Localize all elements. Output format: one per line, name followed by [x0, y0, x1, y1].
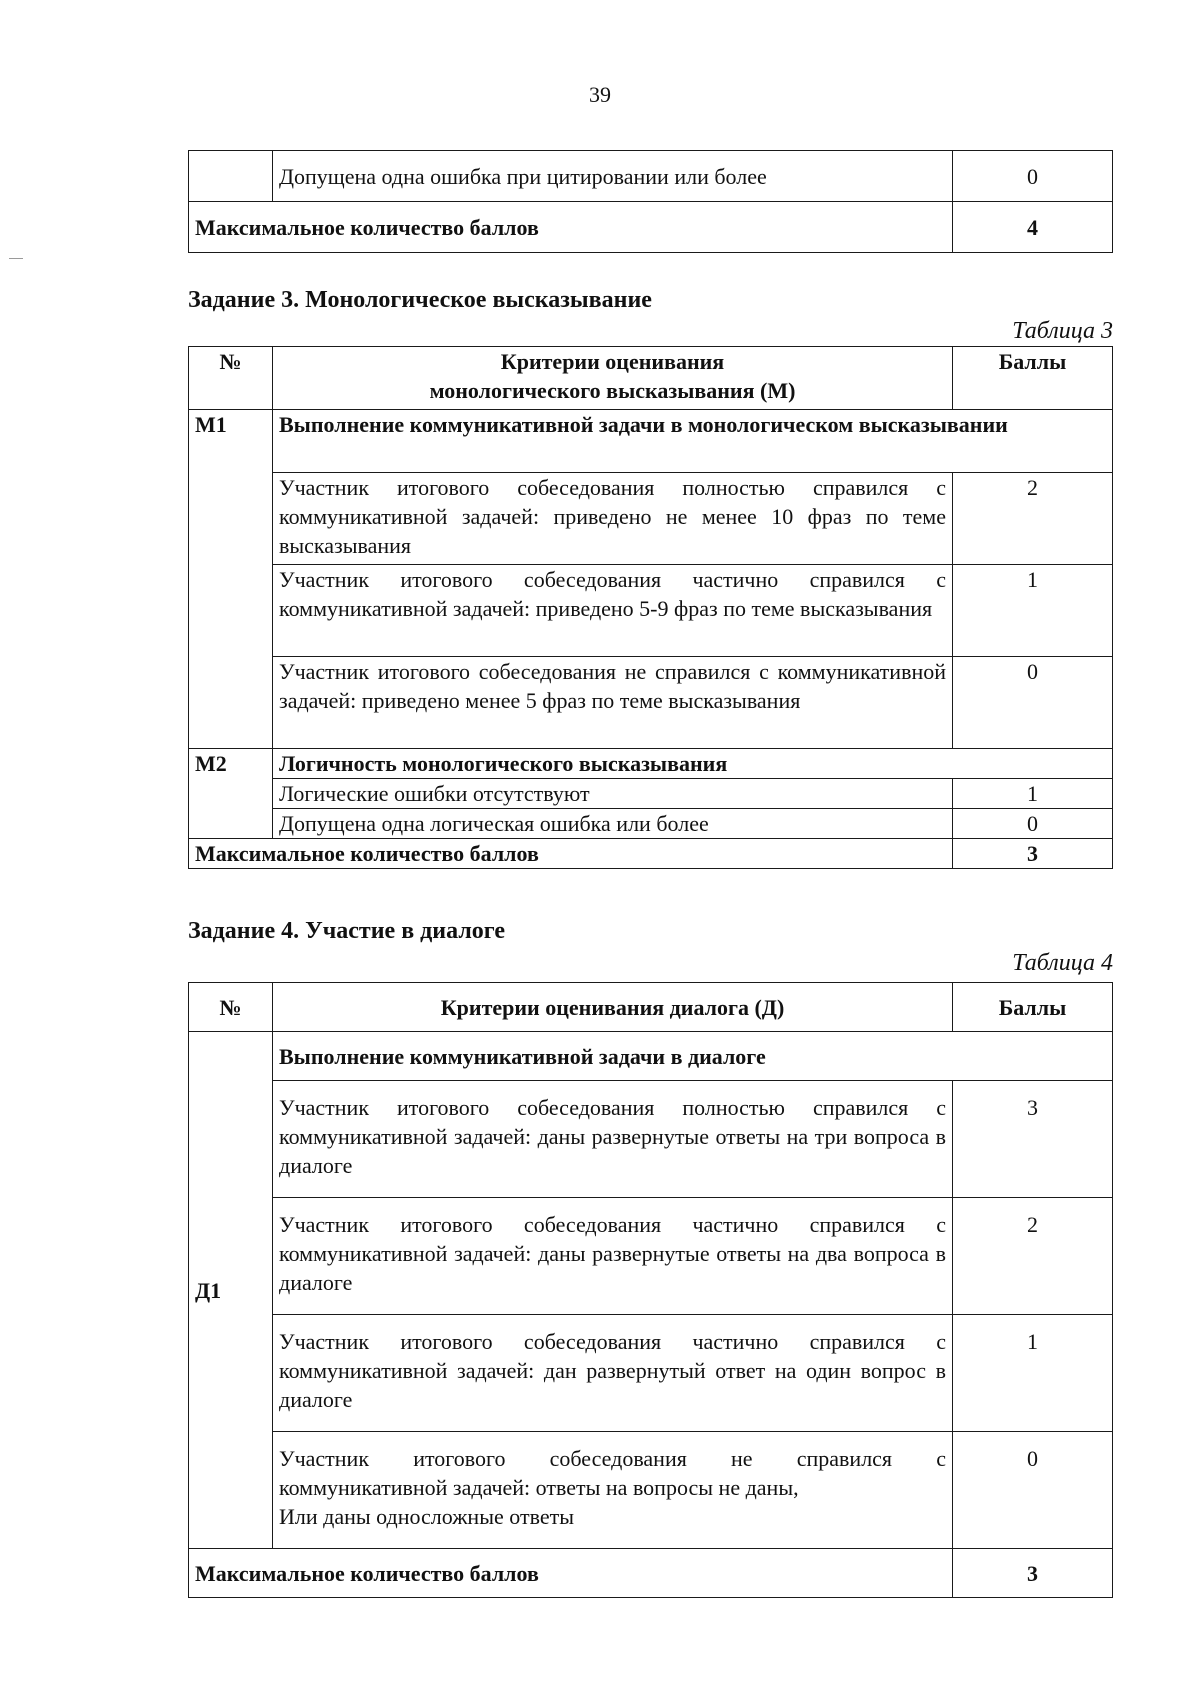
criterion-row	[189, 1198, 1113, 1315]
criterion-text-line2: коммуникативной задачей: ответы на вопросы не даны,	[279, 1475, 799, 1500]
criterion-points: 1	[953, 1315, 1113, 1432]
points-cell: 0	[953, 151, 1113, 202]
total-label: Максимальное количество баллов	[189, 1549, 953, 1598]
header-row	[189, 983, 1113, 1032]
criterion-text: Участник итогового собеседования не справился с коммуникативной задачей: приведено менее 5 фраз по теме высказывания	[273, 657, 953, 749]
total-row	[189, 839, 1113, 869]
table-row	[189, 151, 1113, 202]
header-criteria-line1: Критерии оценивания	[500, 349, 725, 374]
total-label: Максимальное количество баллов	[189, 839, 953, 869]
criterion-text: Логические ошибки отсутствуют	[273, 779, 953, 809]
total-points: 3	[953, 839, 1113, 869]
total-points: 4	[953, 202, 1113, 253]
header-num: №	[189, 347, 273, 410]
criterion-points: 2	[953, 473, 1113, 565]
section-title-m1: Выполнение коммуникативной задачи в монологическом высказывании	[273, 410, 1113, 473]
criterion-points: 0	[953, 809, 1113, 839]
section-code-m2: М2	[189, 749, 273, 839]
page-number: 39	[589, 82, 611, 107]
header-points: Баллы	[953, 983, 1113, 1032]
continuation-table	[188, 150, 1113, 253]
header-criteria: Критерии оценивания диалога (Д)	[273, 983, 953, 1032]
criterion-text: Участник итогового собеседования полностью справился с коммуникативной задачей: даны развернутые ответы на три вопроса в диалоге	[273, 1081, 953, 1198]
criterion-text: Участник итогового собеседования частично справился с коммуникативной задачей: дан развернутый ответ на один вопрос в диалоге	[273, 1315, 953, 1432]
criterion-row	[189, 809, 1113, 839]
header-criteria-line2: монологического высказывания (М)	[429, 378, 796, 403]
criterion-text: Участник итогового собеседования частично справился с коммуникативной задачей: даны развернутые ответы на два вопроса в диалоге	[273, 1198, 953, 1315]
total-row	[189, 1549, 1113, 1598]
header-num: №	[189, 983, 273, 1032]
criterion-text-line3: Или даны односложные ответы	[279, 1504, 574, 1529]
criterion-points: 1	[953, 565, 1113, 657]
criterion-text-line1: Участник итогового собеседования не справился с	[279, 1446, 946, 1471]
num-cell	[189, 151, 273, 202]
criterion-points: 3	[953, 1081, 1113, 1198]
section-row-m2	[189, 749, 1113, 779]
section-code-d1	[189, 1032, 273, 1549]
criterion-cell: Допущена одна ошибка при цитировании или более	[273, 151, 953, 202]
criterion-points: 2	[953, 1198, 1113, 1315]
criterion-row	[189, 565, 1113, 657]
task4-table	[188, 982, 1113, 1598]
criterion-row	[189, 1432, 1113, 1549]
task3-caption: Таблица 3	[1012, 318, 1113, 344]
scan-artifact-line	[9, 258, 23, 259]
header-row	[189, 347, 1113, 410]
criterion-points: 0	[953, 657, 1113, 749]
criterion-row	[189, 1081, 1113, 1198]
criterion-text: Участник итогового собеседования частично справился с коммуникативной задачей: приведено 5-9 фраз по теме высказывания	[273, 565, 953, 657]
task4-caption: Таблица 4	[1012, 950, 1113, 976]
criterion-row	[189, 473, 1113, 565]
criterion-row	[189, 657, 1113, 749]
total-points: 3	[953, 1549, 1113, 1598]
criterion-text: Участник итогового собеседования полностью справился с коммуникативной задачей: приведено не менее 10 фраз по теме высказывания	[273, 473, 953, 565]
task3-heading: Задание 3. Монологическое высказывание	[188, 287, 652, 313]
header-points: Баллы	[953, 347, 1113, 410]
criterion-points: 0	[953, 1432, 1113, 1549]
criterion-text	[273, 1432, 953, 1549]
task3-table	[188, 346, 1113, 869]
task4-heading: Задание 4. Участие в диалоге	[188, 918, 506, 944]
section-title-d1: Выполнение коммуникативной задачи в диалоге	[273, 1032, 1113, 1081]
criterion-row	[189, 779, 1113, 809]
section-code-m1: М1	[189, 410, 273, 749]
header-criteria	[273, 347, 953, 410]
section-row-d1	[189, 1032, 1113, 1081]
total-row	[189, 202, 1113, 253]
section-row-m1	[189, 410, 1113, 473]
section-title-m2: Логичность монологического высказывания	[273, 749, 1113, 779]
criterion-points: 1	[953, 779, 1113, 809]
section-code-d1-label: Д1	[195, 1277, 222, 1303]
total-label: Максимальное количество баллов	[189, 202, 953, 253]
criterion-row	[189, 1315, 1113, 1432]
criterion-text: Допущена одна логическая ошибка или более	[273, 809, 953, 839]
